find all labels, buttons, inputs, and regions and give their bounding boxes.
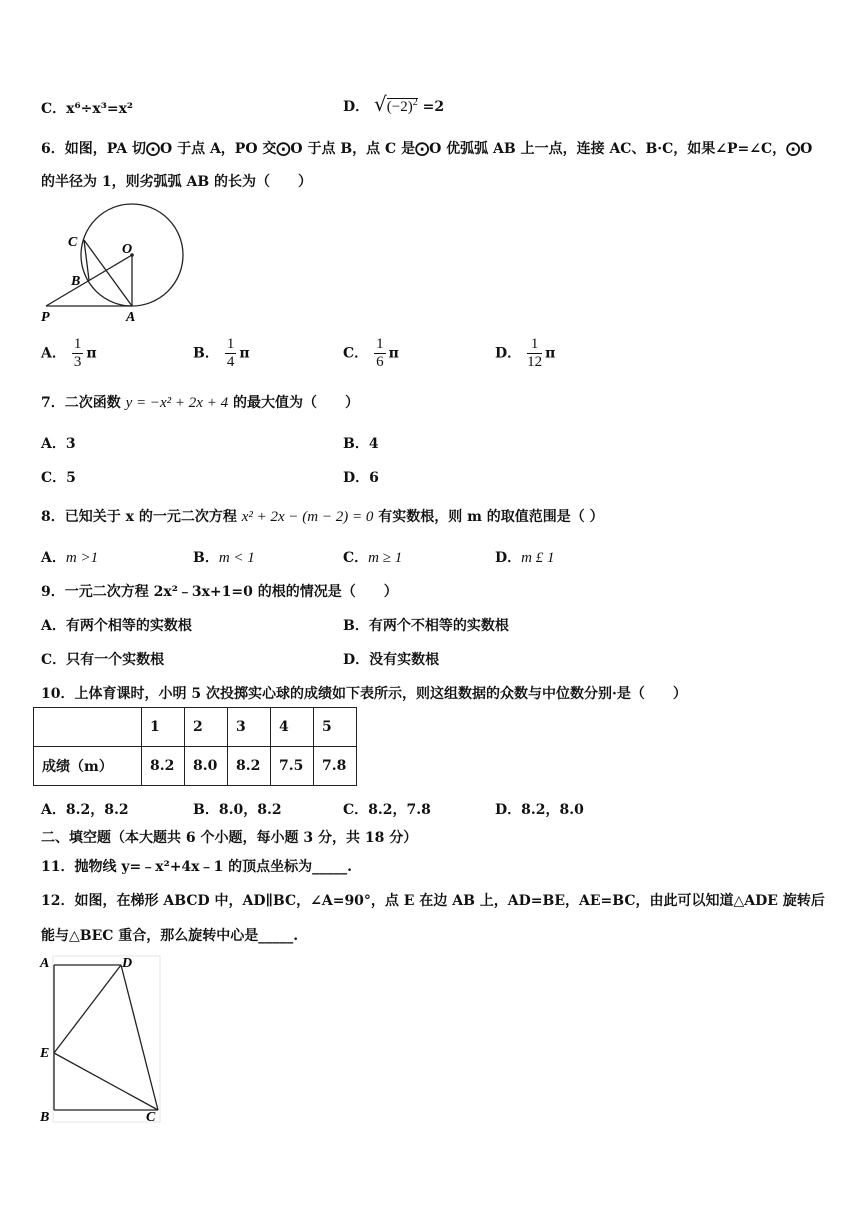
table-cell: 4 — [271, 708, 314, 747]
q8-stem: 8．已知关于 x 的一元二次方程 x² + 2x − (m − 2) = 0 有实数根，则 m 的取值范围是（ ） — [41, 509, 604, 525]
option-label: C． — [41, 101, 67, 117]
q6-circle-figure — [38, 200, 188, 325]
line-po — [46, 255, 132, 306]
label-p: P — [41, 310, 50, 325]
question-number: 6． — [41, 141, 65, 157]
q9-option-c: C．只有一个实数根 — [41, 652, 165, 668]
label-b: B — [71, 274, 81, 289]
segment-ed — [54, 965, 121, 1053]
figure-frame — [53, 956, 160, 1122]
label-d: D — [122, 956, 133, 971]
label-c: C — [146, 1110, 156, 1125]
segment-ec — [54, 1053, 158, 1110]
q5-option-c — [41, 98, 133, 118]
fraction: $\frac{1}{12}$ — [527, 336, 543, 370]
table-cell: 1 — [142, 708, 185, 747]
label-c: C — [68, 235, 78, 250]
question-text: 如图，PA 切⨀O 于点 A，PO 交⨀O 于点 B，点 C 是⨀O 优弧弧 AB 上一点，连接 AC、B·C，如果∠P=∠C，⨀O — [64, 141, 813, 157]
label-a: A — [40, 956, 50, 971]
q9-option-a: A．有两个相等的实数根 — [41, 618, 192, 634]
fraction: $\frac{1}{4}$ — [226, 336, 235, 370]
q6-option-a: A． $\frac{1}{3}$ π — [41, 336, 97, 370]
label-a: A — [126, 310, 136, 325]
table-row — [34, 747, 357, 786]
label-o: O — [122, 242, 133, 257]
table-cell: 8.2 — [142, 747, 185, 786]
q5-option-d — [343, 92, 444, 116]
table-header-row — [34, 708, 357, 747]
q8-option-d: D．m £ 1 — [495, 550, 555, 566]
q12-stem-line2: 能与△BEC 重合，那么旋转中心是_____. — [41, 928, 299, 944]
table-cell: 8.2 — [228, 747, 271, 786]
sqrt-sign: √ — [374, 92, 387, 116]
label-e: E — [40, 1046, 50, 1061]
q7-option-c: C．5 — [41, 470, 76, 486]
formula: x² + 2x − (m − 2) = 0 — [241, 509, 374, 525]
table-cell: 2 — [185, 708, 228, 747]
q9-stem: 9．一元二次方程 2x²﹣3x+1=0 的根的情况是（ ） — [41, 584, 398, 600]
table-cell: 3 — [228, 708, 271, 747]
segment-dc — [121, 965, 158, 1110]
option-text: x⁶÷x³=x² — [66, 101, 134, 117]
q11-stem: 11．抛物线 y=﹣x²+4x﹣1 的顶点坐标为_____. — [41, 859, 353, 875]
q10-option-c: C．8.2，7.8 — [343, 802, 431, 818]
q10-option-d: D．8.2，8.0 — [495, 802, 584, 818]
q6-option-d: D． $\frac{1}{12}$ π — [495, 336, 556, 370]
q8-option-b: B．m < 1 — [193, 550, 255, 566]
option-label: D． — [343, 99, 370, 115]
table-cell: 8.0 — [185, 747, 228, 786]
q12-trapezoid-figure — [38, 950, 168, 1130]
q6-option-b: B． $\frac{1}{4}$ π — [193, 336, 250, 370]
q8-option-a: A．m >1 — [41, 550, 99, 566]
q8-option-c: C．m ≥ 1 — [343, 550, 403, 566]
formula: y = −x² + 2x + 4 — [125, 395, 229, 411]
q9-option-b: B．有两个不相等的实数根 — [343, 618, 509, 634]
q6-stem-line2: 的半径为 1，则劣弧弧 AB 的长为（ ） — [41, 174, 313, 190]
q6-option-c: C． $\frac{1}{6}$ π — [343, 336, 399, 370]
section-heading: 二、填空题（本大题共 6 个小题，每小题 3 分，共 18 分） — [41, 830, 418, 846]
radicand: $(-2)^2$ — [386, 97, 418, 115]
q10-option-a: A．8.2，8.2 — [41, 802, 129, 818]
q6-stem-line1 — [41, 138, 812, 158]
q10-stem: 10．上体育课时，小明 5 次投掷实心球的成绩如下表所示，则这组数据的众数与中位数分别·是（ ） — [41, 686, 687, 702]
label-b: B — [40, 1110, 50, 1125]
q12-stem-line1: 12．如图，在梯形 ABCD 中，AD∥BC，∠A=90°，点 E 在边 AB 上，AD=BE，AE=BC，由此可以知道△ADE 旋转后 — [41, 893, 825, 909]
table-cell: 5 — [314, 708, 357, 747]
option-rest: =2 — [417, 99, 445, 115]
table-cell: 7.8 — [314, 747, 357, 786]
q7-option-d: D．6 — [343, 470, 379, 486]
table-cell — [34, 708, 142, 747]
q7-option-a: A．3 — [41, 436, 76, 452]
q7-stem: 7．二次函数 y = −x² + 2x + 4 的最大值为（ ） — [41, 395, 359, 411]
q10-option-b: B．8.0，8.2 — [193, 802, 282, 818]
score-table — [33, 707, 357, 786]
q9-option-d: D．没有实数根 — [343, 652, 440, 668]
table-cell: 成绩（m） — [34, 747, 142, 786]
q7-option-b: B．4 — [343, 436, 379, 452]
fraction: $\frac{1}{3}$ — [73, 336, 82, 370]
fraction: $\frac{1}{6}$ — [376, 336, 384, 370]
table-cell: 7.5 — [271, 747, 314, 786]
